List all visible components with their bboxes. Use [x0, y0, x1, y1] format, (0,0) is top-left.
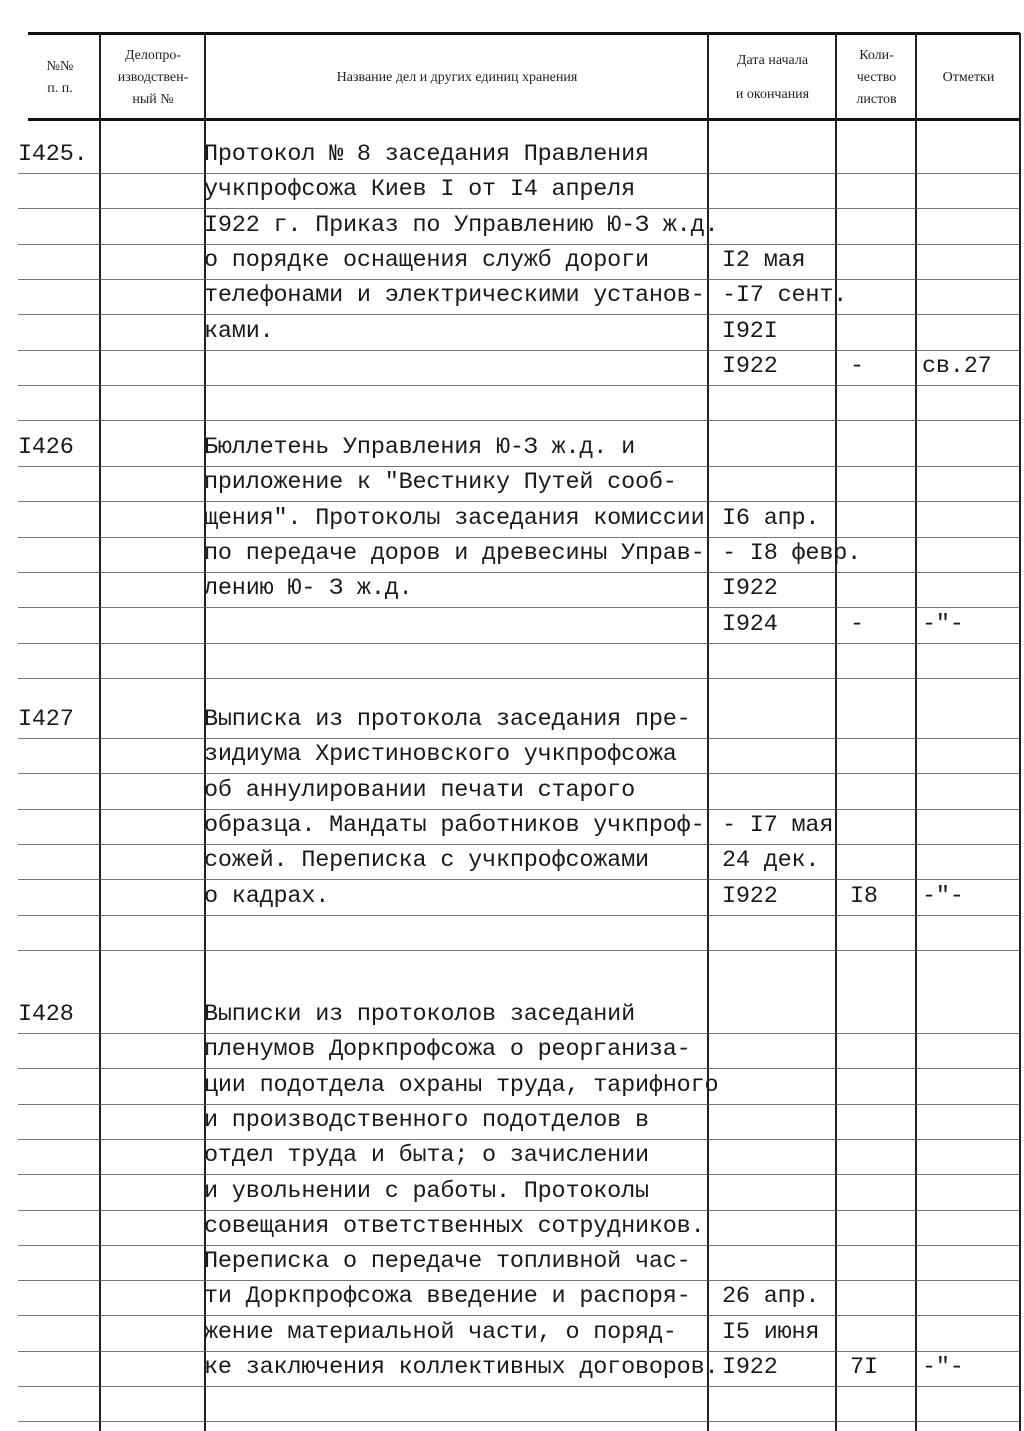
ruled-line	[18, 385, 1020, 386]
header-notes	[917, 36, 1020, 120]
entry-date: I5 июня	[722, 1318, 820, 1346]
entry-title-line: пленумов Доркпрофсожа о реорганиза-	[204, 1036, 691, 1064]
ruled-line	[18, 950, 1020, 951]
header-sheets	[837, 36, 916, 120]
header-top-rule	[28, 32, 1020, 35]
ruled-line	[18, 643, 1020, 644]
entry-title-line: образца. Мандаты работников учкпроф-	[204, 811, 705, 839]
entry-title-line: ке заключения коллективных договоров.	[204, 1354, 719, 1381]
header-text: п. п.	[47, 81, 73, 96]
ruled-line	[18, 678, 1020, 679]
entry-notes: -"-	[922, 882, 964, 910]
header-text: ный №	[132, 92, 174, 107]
entry-date: - I8 февр.	[722, 539, 862, 567]
entry-title-line: сожей. Переписка с учкпрофсожами	[204, 847, 649, 875]
entry-date: I6 апр.	[722, 504, 820, 532]
entry-title-line: ции подотдела охраны труда, тарифного	[204, 1071, 719, 1099]
entry-title-line: лению Ю- З ж.д.	[204, 575, 413, 603]
ruled-line	[18, 915, 1020, 916]
entry-title-line: Протокол № 8 заседания Правления	[204, 141, 649, 168]
ruled-line	[18, 607, 1020, 608]
header-text: чество	[856, 70, 897, 85]
header-text: Отметки	[942, 70, 995, 85]
entry-notes: св.27	[922, 352, 992, 380]
entry-title-line: зидиума Христиновского учкпрофсожа	[204, 741, 677, 769]
entry-number: I426	[18, 434, 74, 461]
header-text: изводствен-	[117, 70, 189, 85]
entry-date: I922	[722, 575, 778, 603]
entry-date: 24 дек.	[722, 847, 820, 875]
header-text: Коли-	[859, 48, 894, 63]
entry-title-line: Переписка о передаче топливной час-	[204, 1248, 691, 1276]
entry-sheet-count: -	[850, 610, 864, 638]
entry-title-line: Выписка из протокола заседания пре-	[204, 706, 691, 733]
entry-date: -I7 сент.	[722, 282, 848, 310]
header-text: листов	[856, 92, 897, 107]
header-text: и окончания	[735, 87, 810, 102]
header-number	[20, 36, 100, 120]
entry-title-line: и увольнении с работы. Протоколы	[204, 1177, 649, 1205]
entry-sheet-count: 7I	[850, 1354, 878, 1381]
entry-title-line: о порядке оснащения служб дороги	[204, 246, 649, 274]
entry-date: I922	[722, 352, 778, 380]
entry-number: I427	[18, 706, 74, 733]
entry-title-line: отдел труда и быта; о зачислении	[204, 1142, 649, 1170]
entry-title-line: приложение к "Вестнику Путей сооб-	[204, 469, 677, 497]
ruled-line	[18, 572, 1020, 573]
header-dates	[709, 36, 836, 120]
entry-date: I922	[722, 882, 778, 910]
header-text: Дата начала	[736, 53, 809, 68]
entry-title-line: телефонами и электрическими установ-	[204, 282, 705, 310]
entry-title-line: I922 г. Приказ по Управлению Ю-З ж.д.	[204, 211, 719, 239]
entry-date: - I7 мая	[722, 811, 834, 839]
header-title	[206, 36, 708, 120]
entry-date: I92I	[722, 317, 778, 345]
entry-date: I924	[722, 610, 778, 638]
entry-notes: -"-	[922, 610, 964, 638]
header-text: Название дел и других единиц хранения	[336, 70, 578, 85]
entry-number: I425.	[18, 141, 88, 168]
entry-title-line: жение материальной части, о поряд-	[204, 1318, 677, 1346]
entry-sheet-count: I8	[850, 882, 878, 910]
entry-title-line: совещания ответственных сотрудников.	[204, 1212, 705, 1240]
entry-notes: -"-	[922, 1354, 964, 1381]
ruled-line	[18, 1386, 1020, 1387]
ruled-line	[18, 350, 1020, 351]
entry-title-line: ти Доркпрофсожа введение и распоря-	[204, 1283, 691, 1311]
entry-number: I428	[18, 1001, 74, 1028]
entry-title-line: Бюллетень Управления Ю-З ж.д. и	[204, 434, 635, 461]
ruled-line	[18, 420, 1020, 421]
entry-title-line: ками.	[204, 317, 274, 345]
entry-title-line: и производственного подотделов в	[204, 1106, 649, 1134]
entry-title-line: по передаче доров и древесины Управ-	[204, 539, 705, 567]
entry-date: 26 апр.	[722, 1283, 820, 1311]
ruled-line	[18, 1421, 1020, 1422]
header-text: Делопро-	[124, 48, 182, 63]
header-office-number	[101, 36, 205, 120]
header-text: №№	[46, 59, 74, 74]
entry-date: I2 мая	[722, 246, 806, 274]
entry-title-line: об аннулировании печати старого	[204, 776, 635, 804]
entry-sheet-count: -	[850, 352, 864, 380]
entry-title-line: щения". Протоколы заседания комиссии	[204, 504, 705, 532]
entry-title-line: учкпрофсожа Киев I от I4 апреля	[204, 176, 635, 204]
entry-date: I922	[722, 1354, 778, 1381]
entry-title-line: о кадрах.	[204, 882, 330, 910]
ruled-line	[18, 314, 1020, 315]
entry-title-line: Выписки из протоколов заседаний	[204, 1001, 635, 1028]
